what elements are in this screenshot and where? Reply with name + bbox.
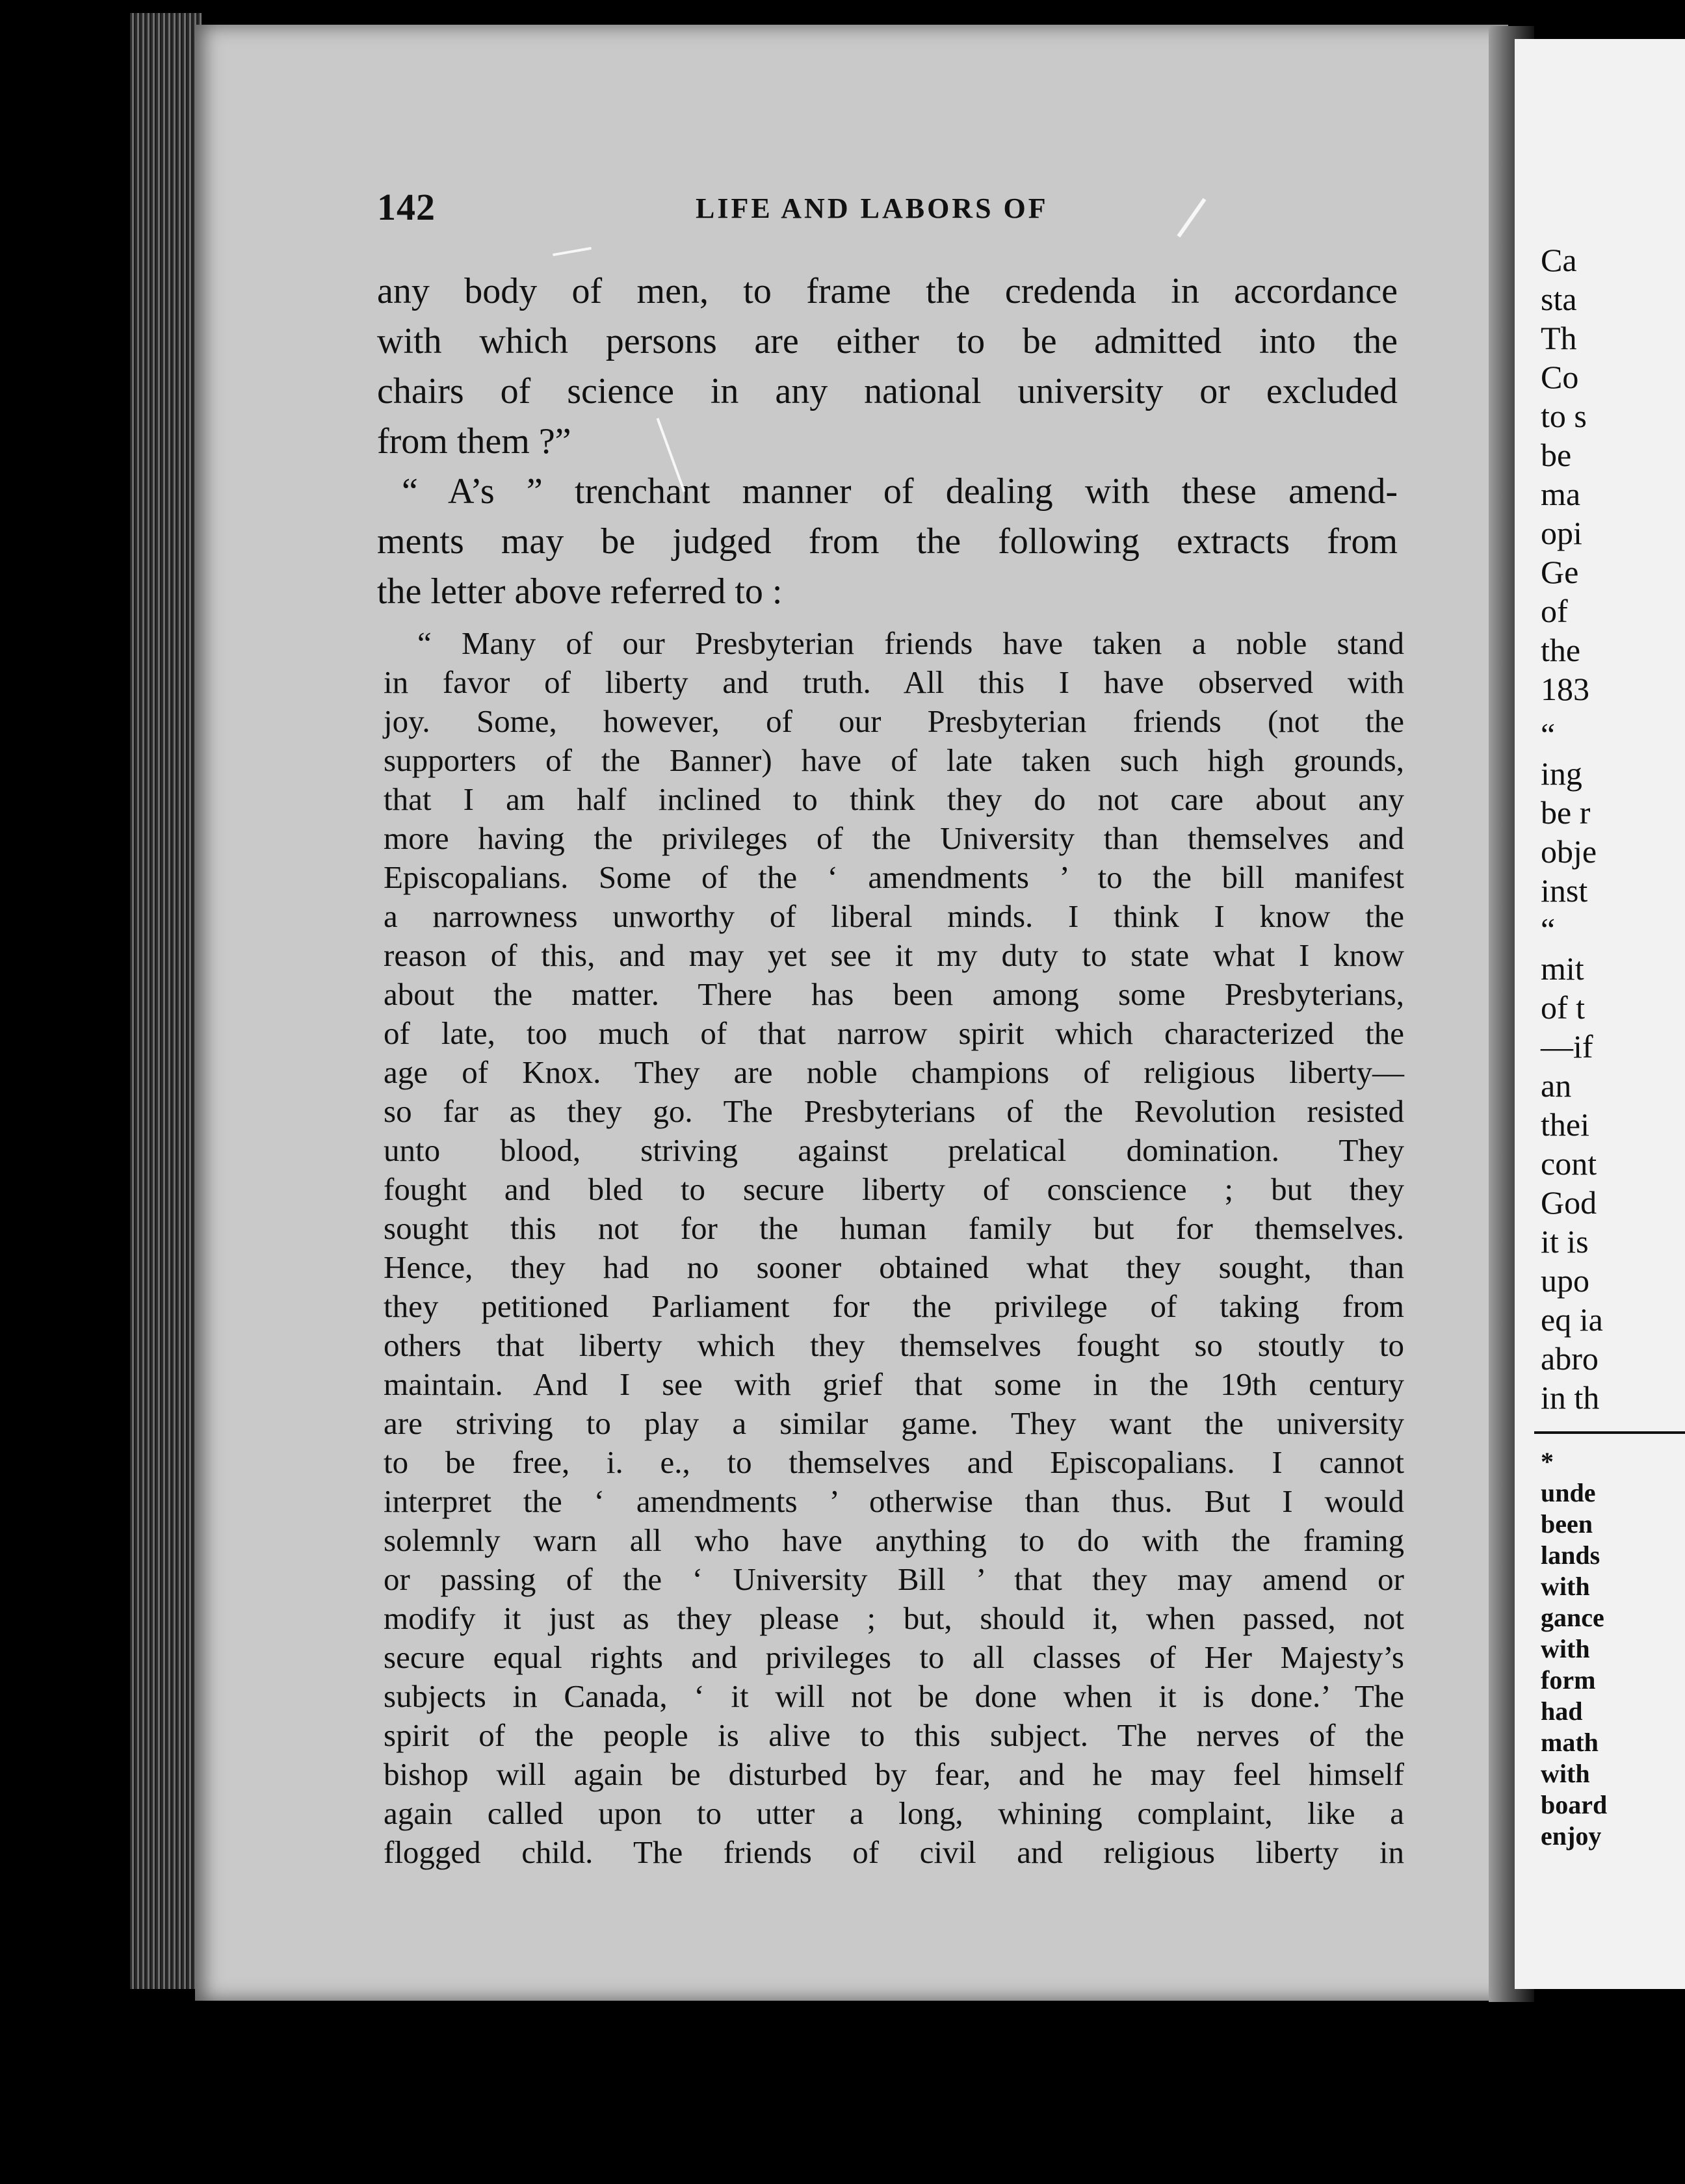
facing-page-line: to s [1541,398,1587,434]
facing-page-line: of t [1541,989,1586,1026]
page-number: 142 [377,186,436,228]
facing-page-line: Th [1541,320,1577,356]
facing-page-line: lands [1541,1540,1600,1570]
facing-page-top-lines [1541,240,1589,708]
facing-page-line: mit [1541,950,1584,987]
quote-line: of late, too much of that narrow spirit which characterized the [384,1015,1404,1051]
facing-page-line: been [1541,1509,1593,1539]
facing-page-line: thei [1541,1106,1589,1143]
facing-page-line: obje [1541,833,1597,870]
facing-page-line: “ [1541,716,1556,753]
quote-line: again called upon to utter a long, whining complaint, like a [384,1795,1404,1831]
quote-line: subjects in Canada, ‘ it will not be done when it is done.’ The [384,1678,1404,1714]
body-line: chairs of science in any national university or excluded [377,371,1398,411]
quote-line: to be free, i. e., to themselves and Episcopalians. I cannot [384,1444,1404,1480]
quote-line: flogged child. The friends of civil and religious liberty in [384,1834,1404,1870]
facing-page-line: God [1541,1184,1597,1221]
facing-page-line: Co [1541,359,1579,395]
quote-line: reason of this, and may yet see it my duty to state what I know [384,937,1404,973]
body-line: with which persons are either to be admitted into the [377,321,1398,361]
facing-page-line: board [1541,1790,1608,1819]
facing-page-line: sta [1541,281,1577,317]
facing-page-line: upo [1541,1262,1589,1299]
quote-line: spirit of the people is alive to this subject. The nerves of the [384,1717,1404,1753]
body-text [377,266,1404,617]
quote-line: they petitioned Parliament for the privilege of taking from [384,1288,1404,1324]
body-line: “ A’s ” trenchant manner of dealing with these amend- [402,471,1398,512]
facing-page-line: abro [1541,1340,1599,1377]
quote-line: about the matter. There has been among some Presbyterians, [384,976,1404,1012]
quote-line: others that liberty which they themselves fought so stoutly to [384,1327,1404,1363]
body-line: ments may be judged from the following extracts from [377,521,1398,562]
facing-page-line: inst [1541,872,1588,909]
facing-page-line: be r [1541,794,1591,831]
facing-page-line: with [1541,1759,1590,1788]
footnote-rule [1534,1431,1685,1434]
quote-line: are striving to play a similar game. They want the university [384,1405,1404,1441]
page-header [377,185,1079,231]
facing-page-line: “ [1541,911,1556,948]
quote-line: so far as they go. The Presbyterians of the Revolution resisted [384,1093,1404,1129]
facing-page-line: opi [1541,515,1582,551]
facing-page-line: eq ia [1541,1301,1603,1338]
facing-page-middle-lines [1541,715,1603,1417]
quote-line: solemnly warn all who have anything to do with the framing [384,1522,1404,1558]
quote-line: age of Knox. They are noble champions of religious liberty— [384,1054,1404,1090]
facing-page-line: the [1541,632,1581,668]
quote-line: bishop will again be disturbed by fear, and he may feel himself [384,1756,1404,1792]
quote-line: that I am half inclined to think they do not care about any [384,781,1404,817]
quote-line: supporters of the Banner) have of late taken such high grounds, [384,742,1404,778]
quoted-letter [384,624,1411,1872]
quote-line: a narrowness unworthy of liberal minds. I think I know the [384,898,1404,934]
facing-page-footnote [1541,1446,1607,1852]
quote-line: joy. Some, however, of our Presbyterian friends (not the [384,703,1404,739]
quote-line: modify it just as they please ; but, should it, when passed, not [384,1600,1404,1636]
quote-line: unto blood, striving against prelatical domination. They [384,1132,1404,1168]
facing-page-line: form [1541,1665,1596,1695]
running-head: LIFE AND LABORS OF [696,192,1049,224]
quote-line: in favor of liberty and truth. All this I have observed with [384,664,1404,700]
facing-page-line: gance [1541,1603,1604,1632]
body-line: the letter above referred to : [377,571,783,612]
quote-line: or passing of the ‘ University Bill ’ that they may amend or [384,1561,1404,1597]
page-edges [130,13,202,1989]
facing-page-line: 183 [1541,671,1589,707]
facing-page-line: it is [1541,1223,1589,1260]
facing-page-line: be [1541,437,1572,473]
facing-page-line: ma [1541,476,1581,512]
body-line: from them ?” [377,421,571,462]
quote-line: Episcopalians. Some of the ‘ amendments ’ to the bill manifest [384,859,1404,895]
quote-line: sought this not for the human family but for themselves. [384,1210,1404,1246]
quote-line: Hence, they had no sooner obtained what they sought, than [384,1249,1404,1285]
facing-page-line: of [1541,593,1568,629]
quote-line: secure equal rights and privileges to all classes of Her Majesty’s [384,1639,1404,1675]
quote-line: “ Many of our Presbyterian friends have taken a noble stand [417,625,1404,661]
facing-page-line: had [1541,1696,1583,1726]
facing-page-fragment [1515,39,1685,1989]
facing-page-line: unde [1541,1478,1596,1507]
facing-page-line: enjoy [1541,1821,1602,1851]
facing-page-line: an [1541,1067,1572,1104]
facing-page-line: math [1541,1728,1599,1757]
facing-page-line: with [1541,1572,1590,1601]
quote-line: more having the privileges of the University than themselves and [384,820,1404,856]
facing-page-line: Ge [1541,554,1579,590]
facing-page-line: cont [1541,1145,1597,1182]
quote-line: interpret the ‘ amendments ’ otherwise than thus. But I would [384,1483,1404,1519]
facing-page-line: ing [1541,755,1582,792]
body-line: any body of men, to frame the credenda in accordance [377,271,1398,311]
facing-page-line: —if [1541,1028,1593,1065]
facing-page-line: Ca [1541,242,1577,278]
facing-page-line: with [1541,1634,1590,1663]
facing-page-line: * [1541,1447,1554,1476]
facing-page-line: in th [1541,1379,1600,1416]
quote-line: maintain. And I see with grief that some in the 19th century [384,1366,1404,1402]
quote-line: fought and bled to secure liberty of conscience ; but they [384,1171,1404,1207]
